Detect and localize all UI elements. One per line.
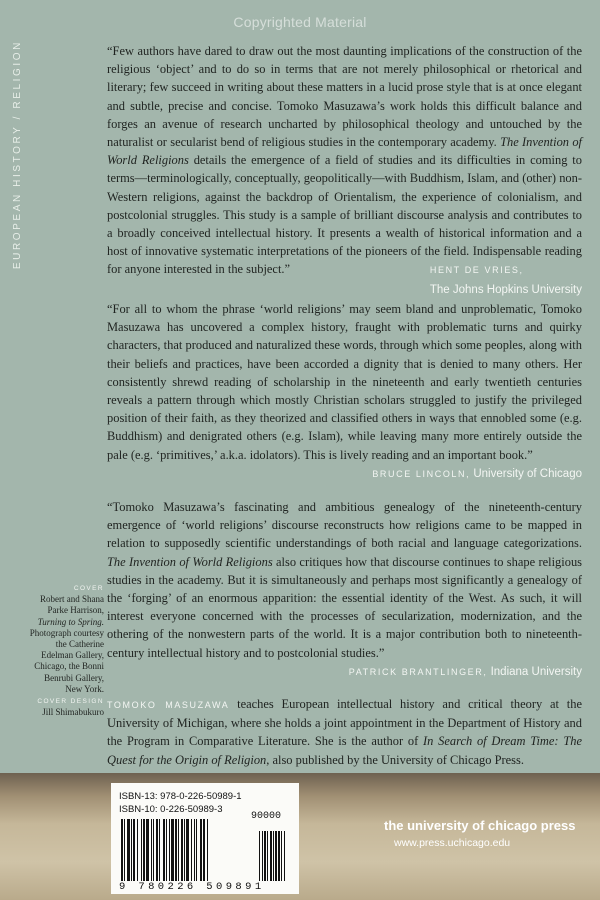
barcode-number: 9 780226 509891	[119, 881, 265, 893]
credit-line: Benrubi Gallery,	[44, 672, 104, 683]
credit-line: New York.	[65, 683, 104, 694]
author-name: TOMOKO MASUZAWA	[107, 700, 230, 710]
other-book-title: In Search of Dream Time: The Quest for the Origin of Religion	[107, 734, 582, 767]
author-bio	[107, 695, 582, 769]
bio-text-cont: , also published by the University of Chicago Press.	[266, 752, 524, 767]
barcode-panel	[111, 783, 299, 894]
publisher-url: www.press.uchicago.edu	[394, 837, 511, 849]
blurb-attribution	[107, 464, 582, 483]
blurb-author: BRUCE LINCOLN,	[372, 468, 471, 479]
book-title: The Invention of World Religions	[107, 135, 582, 168]
blurb-text: “Tomoko Masuzawa’s fascinating and ambitious genealogy of the nineteenth-century emergence of ‘world religions’ discourse reconstructs how religions came to be mapped in relation to supposedly scientific understandings of both racial and language categorizations.	[107, 500, 582, 551]
barcode-bar	[196, 819, 197, 881]
publisher-name: the university of chicago press	[384, 818, 576, 833]
barcode-addon-bar	[259, 831, 260, 881]
barcode-bar	[159, 819, 160, 881]
blurb-3	[107, 498, 582, 681]
barcode-bar	[127, 819, 130, 881]
blurb-author: HENT DE VRIES,	[429, 265, 524, 276]
barcode-addon-bar	[270, 831, 272, 881]
barcode-addon-bar	[278, 831, 280, 881]
barcode-bar	[163, 819, 165, 881]
blurb-affiliation: The Johns Hopkins University	[429, 283, 582, 296]
isbn-10: ISBN-10: 0-226-50989-3	[119, 804, 223, 815]
barcode-bar	[191, 819, 192, 881]
barcode-bar	[153, 819, 154, 881]
bio-text: teaches European intellectual history and critical theory at the University of Michigan, where she holds a joint appointment in the Department of History and the Program in Comparative Literature. She is the author of	[107, 697, 582, 749]
blurb-text: “Few authors have dared to draw out the most daunting implications of the construction of the religious ‘object’ and to do so in terms that are not merely philosophical or rhetorical and literary; few succeed in writing about these matters in a lucid prose style that is at once elegant and subtle, precise and concise. Tomoko Masuzawa’s work holds this difficult balance and forges an avenue of research uncharted by philosophical theology and untouched by the naturalist or secularist bend of religious studies in the contemporary academy.	[107, 44, 582, 150]
barcode-addon-bar	[264, 831, 266, 881]
blurb-text: “For all to whom the phrase ‘world religions’ may seem bland and unproblematic, Tomoko Masuzawa has uncovered a complex history, fraught with problematic turns and quirky characters, that produced and naturalized these words, through which some peoples, along with their beliefs and practices, have been accorded a dignity that is denied to many others. Her consistently shrewd reading of scholarship in the nineteenth and early twentieth centuries reveals a pattern through which mostly Christian scholars struggled to justify the privileged position of their faith, as they theorized and classified others in ways that ennobled some (e.g. Buddhism) and denigrated others (e.g. Islam), while leaving many more entirely outside the pale (e.g. ‘primitives,’ a.k.a. idolators). This is lively reading and an important book.”	[107, 302, 582, 462]
barcode-addon-bar	[284, 831, 285, 881]
barcode-bar	[133, 819, 135, 881]
credit-line: Photograph courtesy	[29, 627, 104, 638]
barcode-addon-bar	[281, 831, 282, 881]
blurb-text-cont: details the emergence of a field of studies and its difficulties in coming to terms—terminologically, conceptually, geopolitically—with Buddhism, Islam, and (other) non-Western religions, against the backdrop of Orientalism, the experience of colonialism, and postcolonial struggles. This study is a sample of brilliant discourse analysis and contributes to a broadly conceived intellectual history. It presents a wealth of historical information and a host of innovative systematic interpretations of the pioneers of the field. Indispensable reading for anyone interested in the subject.”	[107, 153, 582, 277]
blurb-affiliation: Indiana University	[490, 665, 582, 678]
barcode-bar	[169, 819, 170, 881]
barcode-bar	[200, 819, 202, 881]
barcode-bar	[184, 819, 185, 881]
category-label	[2, 40, 36, 380]
barcode-bar	[178, 819, 179, 881]
book-title: The Invention of World Religions	[107, 554, 273, 569]
cover-design-label: COVER DESIGN	[37, 698, 104, 706]
barcode-bar	[171, 819, 174, 881]
credit-line: the Catherine	[55, 639, 104, 650]
price-addon: 90000	[251, 811, 282, 822]
barcode-bar	[121, 819, 123, 881]
blurb-author: PATRICK BRANTLINGER,	[348, 666, 488, 677]
category-text: EUROPEAN HISTORY / RELIGION	[12, 40, 23, 270]
cover-designer: Jill Shimabukuro	[42, 707, 104, 718]
watermark: Copyrighted Material	[233, 14, 367, 30]
blurb-text-cont: also critiques how that discourse continues to shape religious studies in the academy. But it is simultaneously and perhaps most significantly a genealogy of the ‘forging’ of an enormous apparition: the essential identity of the West. As such, it will interest everyone concerned with the processes of secularization, modernization, and the othering of the nonwestern parts of the world. It is a major contribution both to nineteenth-century intellectual history and to postcolonial studies.”	[107, 554, 582, 660]
barcode-bar	[124, 819, 125, 881]
blurb-attribution	[107, 662, 582, 681]
barcode-bar	[186, 819, 189, 881]
barcode-bar	[151, 819, 152, 881]
credit-line: Robert and Shana	[40, 594, 104, 605]
blurb-2	[107, 300, 582, 483]
barcode-bar	[207, 819, 208, 881]
barcode-bar	[181, 819, 183, 881]
barcode-addon-bar	[262, 831, 263, 881]
credit-line: Edelman Gallery,	[41, 650, 104, 661]
barcode-bar	[146, 819, 149, 881]
barcode-bar	[194, 819, 195, 881]
barcode-bar	[203, 819, 205, 881]
barcode-bar	[141, 819, 142, 881]
credit-line: Parke Harrison,	[47, 605, 104, 616]
barcode-addon-bar	[267, 831, 268, 881]
cover-label: COVER	[73, 585, 104, 592]
cover-credits	[20, 583, 104, 718]
barcode-icon	[119, 819, 289, 881]
isbn-13: ISBN-13: 978-0-226-50989-1	[119, 791, 242, 802]
barcode-bar	[137, 819, 138, 881]
barcode-bar	[143, 819, 145, 881]
barcode-bar	[166, 819, 167, 881]
cover-art-title: Turning to Spring.	[37, 616, 104, 627]
barcode-bar	[131, 819, 132, 881]
barcode-bar	[175, 819, 177, 881]
barcode-addon-bar	[273, 831, 274, 881]
barcode-addon-bar	[275, 831, 277, 881]
barcode-bar	[156, 819, 158, 881]
blurb-1	[107, 42, 582, 299]
blurb-affiliation: University of Chicago	[473, 467, 582, 480]
credit-line: Chicago, the Bonni	[34, 661, 104, 672]
